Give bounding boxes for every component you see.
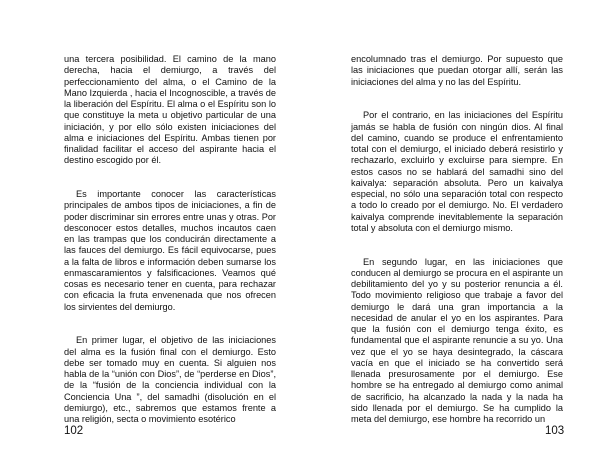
right-page-number: 103: [545, 425, 565, 437]
left-paragraph-2: Es importante conocer las características principales de ambos tipos de iniciaciones, a fin de poder discriminar sin errores entre unas y otras. Por desconocer estos detalles, muchos incautos caen en las trampas que los conducirán directamente a las fauces del demiurgo. Es fácil equivocarse, pues a la falta de libros e información deben sumarse los enmascaramientos y falsificaciones. Veamos qué cosas es necesario tener en cuenta, para rechazar con eficacia la fruta envenenada que nos ofrecen los sirvientes del demiurgo.: [64, 189, 276, 312]
right-paragraph-3: En segundo lugar, en las iniciaciones que conducen al demiurgo se procura en el aspirante un debilitamiento del yo y su posterior renuncia a él. Todo movimiento religioso que trabaje a favor del demiurgo le dará una gran importancia a la necesidad de anular el yo en los aspirantes. Para que la fusión con el demiurgo tenga éxito, es fundamental que el aspirante renuncie a su yo. Una vez que el yo se haya desintegrado, la cáscara vacía en que el iniciado se ha convertido será llenada presurosamente por el demiurgo. Ese hombre se ha entregado al demiurgo como animal de sacrificio, ha alcanzado la nada y la nada ha sido llenada por el demiurgo. Se ha cumplido la meta del demiurgo, ese hombre ha recorrido un: [351, 256, 563, 424]
left-paragraph-1: una tercera posibilidad. El camino de la mano derecha, hacia el demiurgo, a través del perfeccionamiento del alma, o el Camino de la Mano Izquierda , hacia el Incognoscible, a través de la liberación del Espíritu. El alma o el Espíritu son lo que constituye la meta u objetivo particular de una iniciación, y por ello sólo existen iniciaciones del alma e iniciaciones del Espíritu. Ambas tienen por finalidad facilitar el acceso del aspirante hacia el destino escogido por él.: [64, 54, 276, 166]
right-paragraph-1: encolumnado tras el demiurgo. Por supuesto que las iniciaciones que puedan otorgar allí, serán las iniciaciones del alma y no las del Espíritu.: [351, 54, 563, 87]
left-paragraph-3: En primer lugar, el objetivo de las iniciaciones del alma es la fusión final con el demiurgo. Esto debe ser tomado muy en cuenta. Si alguien nos habla de la “unión con Dios”, de “perderse en Dios”, de la “fusión de la conciencia individual con la Conciencia Una ”, del samadhi (disolución en el demiurgo), etc., sabremos que estamos frente a una religión, secta o movimiento esotérico: [64, 335, 276, 424]
right-text-column: [351, 54, 563, 425]
right-paragraph-2: Por el contrario, en las iniciaciones del Espíritu jamás se habla de fusión con ningún dios. Al final del camino, cuando se produce el enfrentamiento total con el demiurgo, el iniciado deberá resistirlo y rechazarlo, excluirlo y excluirse para siempre. En estos casos no se hablará del samadhi sino del kaivalya: separación absoluta. Pero un kaivalya especial, no sólo una separación total con respecto a todo lo creado por el demiurgo. No. El verdadero kaivalya comprende inevitablemente la separación total y absoluta con el demiurgo mismo.: [351, 110, 563, 233]
left-page-number: 102: [64, 425, 84, 437]
left-text-column: [64, 54, 276, 425]
right-page: [300, 0, 600, 458]
